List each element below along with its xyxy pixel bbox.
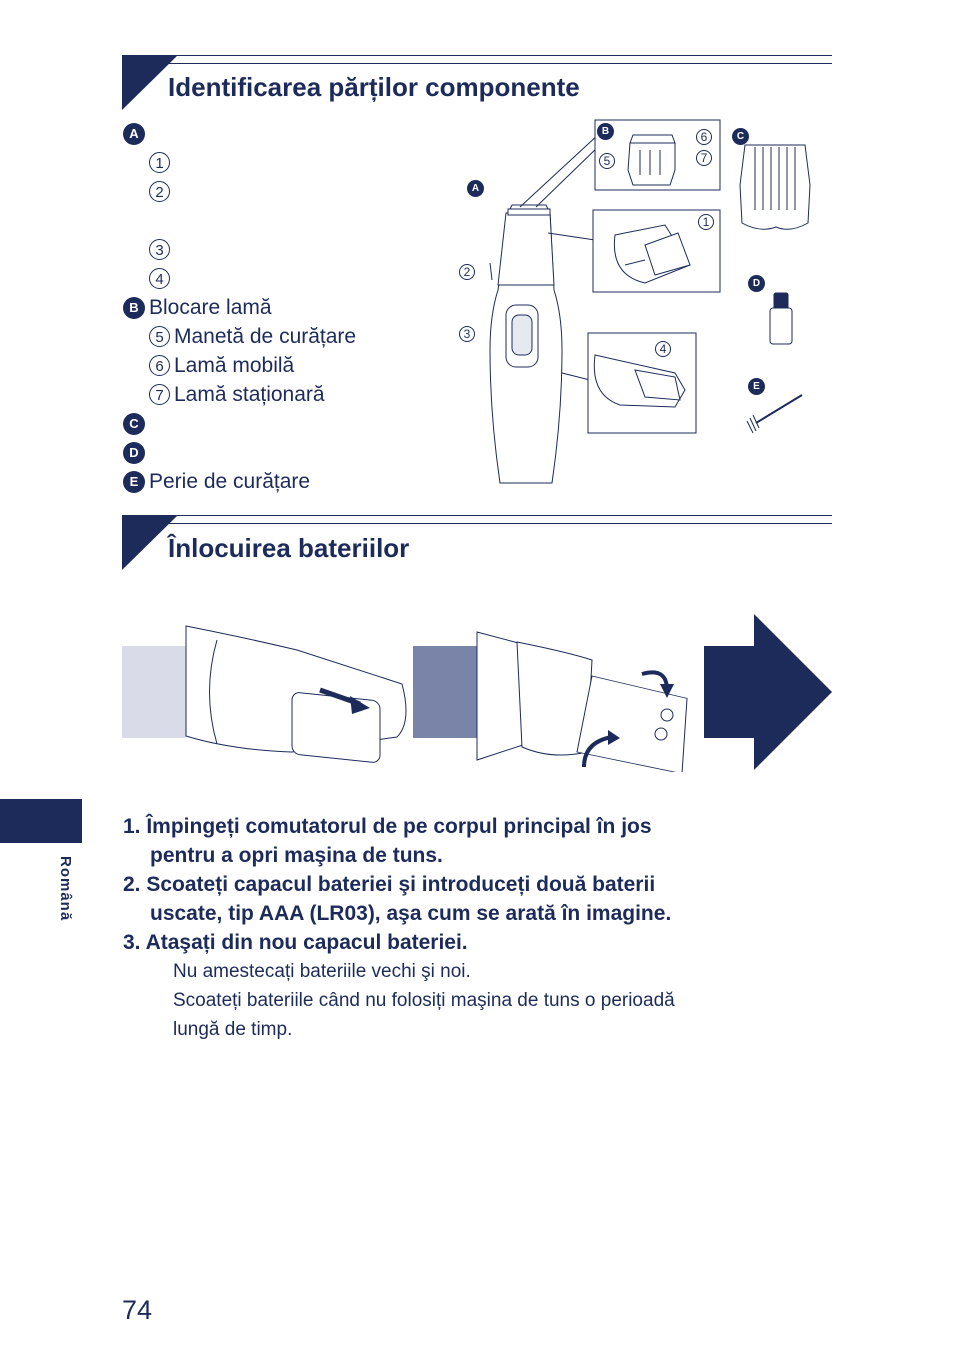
step-1-line-2: pentru a opri maşina de tuns.: [150, 844, 443, 867]
step-2-line-1: 2. Scoateți capacul bateriei şi introduceți două baterii: [123, 873, 656, 896]
page-number: 74: [122, 1295, 153, 1325]
note-2: Scoateți bateriile când nu folosiți maşina de tuns o perioadă: [173, 990, 675, 1011]
step-2-line-2: uscate, tip AAA (LR03), aşa cum se arată în imagine.: [150, 902, 672, 925]
diagram-badge-b: B: [597, 123, 614, 140]
section1-title: Identificarea părților componente: [168, 72, 580, 102]
battery-steps-illustration: [122, 612, 832, 772]
trimmer-illustration: [450, 115, 830, 490]
diagram-badge-c: C: [732, 128, 749, 145]
part-a-item-3: 3: [149, 235, 443, 264]
diagram-badge-d: D: [748, 275, 765, 292]
callout-5: 5: [599, 153, 615, 169]
section2-title: Înlocuirea bateriilor: [168, 533, 410, 563]
parts-list: [123, 119, 443, 496]
part-e-row: [123, 467, 443, 496]
callout-2: 2: [459, 264, 475, 280]
part-e-label: Perie de curățare: [149, 469, 311, 493]
instructions: [123, 812, 823, 1044]
spacer: [123, 206, 443, 235]
callout-4: 4: [655, 341, 671, 357]
diagram-badge-a: A: [467, 180, 484, 197]
step-3-line-1: 3. Ataşați din nou capacul bateriei.: [123, 931, 468, 954]
diagram-badge-e: E: [748, 378, 765, 395]
part-b-label: Blocare lamă: [149, 295, 272, 319]
note-1: Nu amestecați bateriile vechi şi noi.: [173, 961, 471, 982]
part-b-item-7: 7 Lamă staționară: [149, 380, 443, 409]
battery-steps-svg: [122, 612, 832, 772]
note-3: lungă de timp.: [173, 1019, 293, 1040]
part-a-item-2: 2: [149, 177, 443, 206]
badge-b: B: [123, 297, 145, 319]
callout-1: 1: [698, 214, 714, 230]
language-tab: [0, 799, 82, 843]
part-b-row: [123, 293, 443, 322]
badge-a: A: [123, 123, 145, 145]
part-a-item-1: 1: [149, 148, 443, 177]
section1-header: [122, 55, 832, 110]
part-c-row: [123, 409, 443, 438]
part-d-row: [123, 438, 443, 467]
parts-diagram: [450, 115, 830, 490]
callout-7: 7: [696, 150, 712, 166]
section2-header: [122, 515, 832, 570]
badge-e: E: [123, 471, 145, 493]
callout-6: 6: [696, 129, 712, 145]
part-a-item-4: 4: [149, 264, 443, 293]
part-b-item-6: 6 Lamă mobilă: [149, 351, 443, 380]
badge-c: C: [123, 413, 145, 435]
callout-3: 3: [459, 326, 475, 342]
language-label: Română: [57, 856, 74, 922]
step-1-line-1: 1. Împingeți comutatorul de pe corpul principal în jos: [123, 815, 652, 838]
part-a-row: [123, 119, 443, 148]
badge-d: D: [123, 442, 145, 464]
part-b-item-5: 5 Manetă de curățare: [149, 322, 443, 351]
